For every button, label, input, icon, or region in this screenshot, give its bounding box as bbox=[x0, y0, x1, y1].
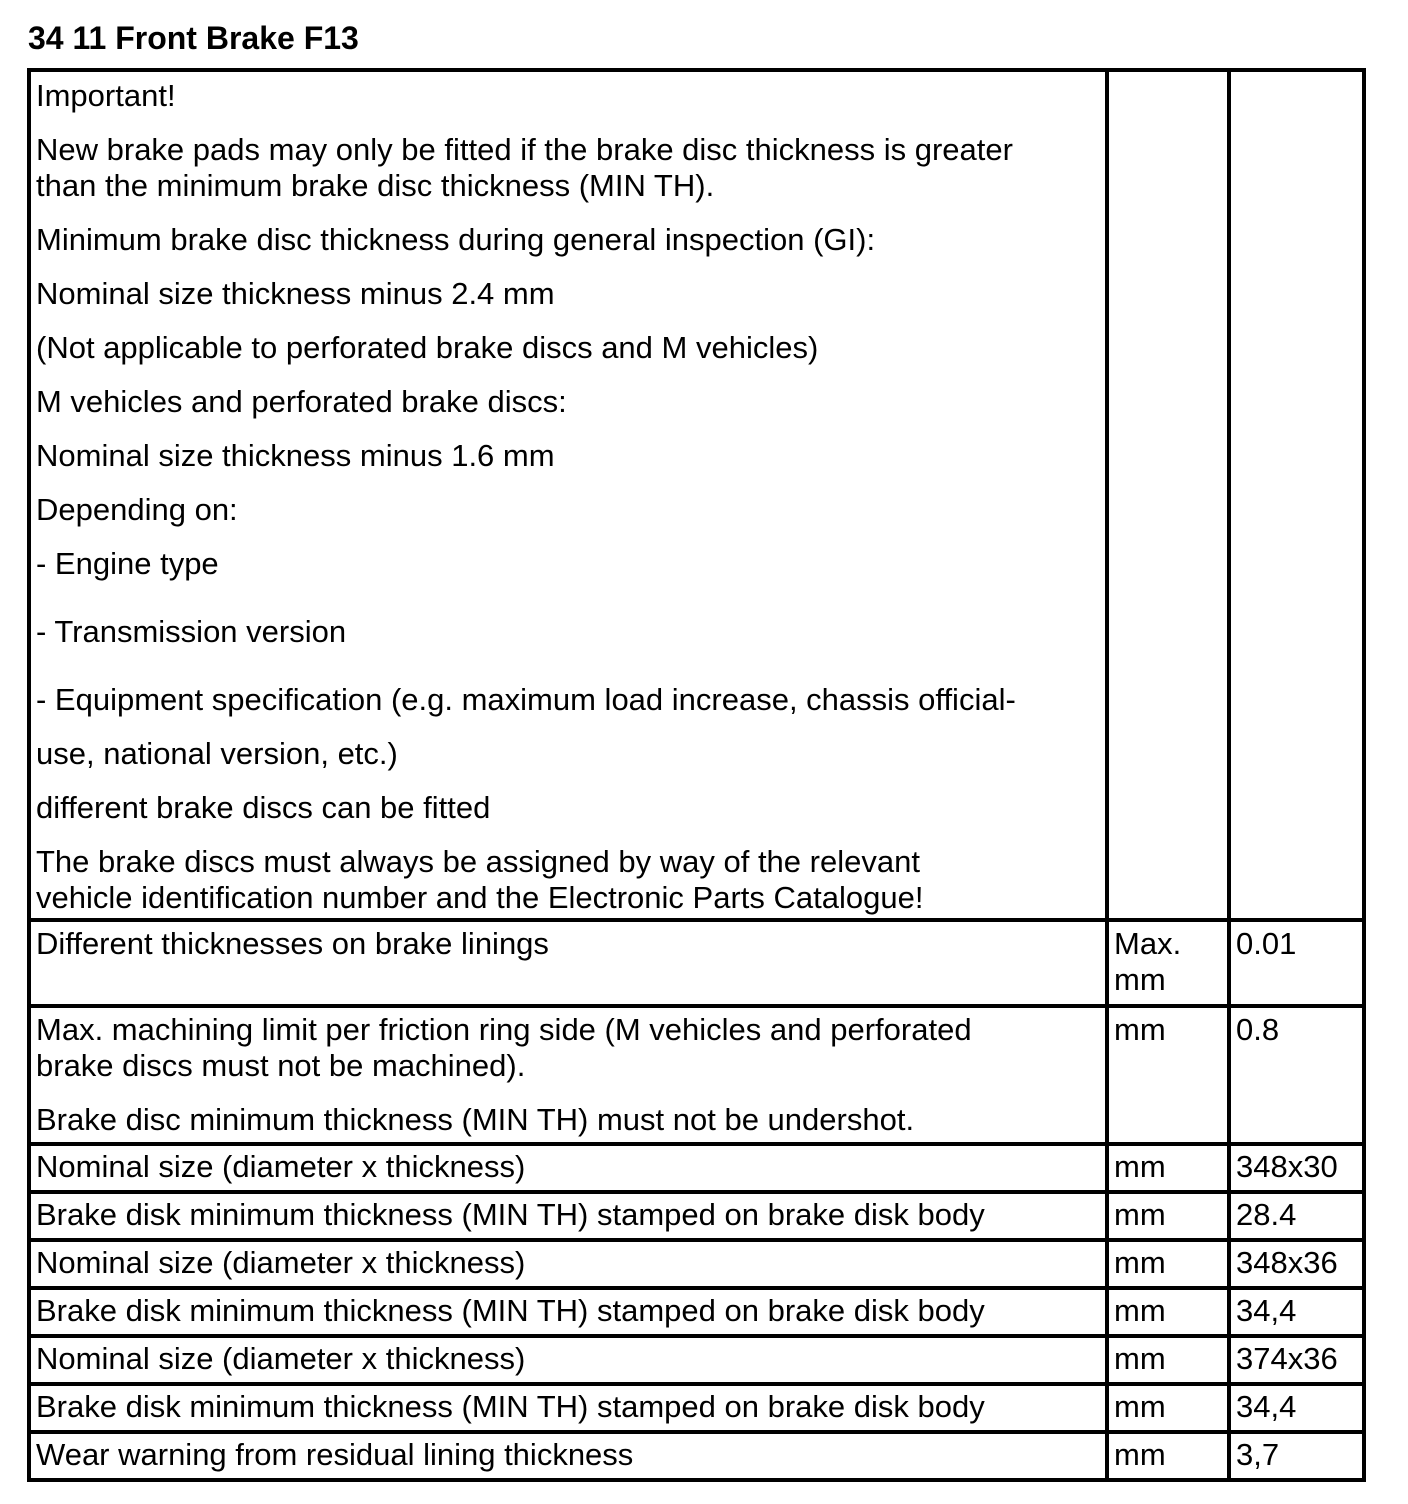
machining-line-2: brake discs must not be machined). bbox=[36, 1048, 526, 1083]
brake-spec-table bbox=[27, 68, 1366, 1482]
row-description bbox=[29, 1006, 1107, 1144]
table-row bbox=[29, 1240, 1364, 1288]
note-equipment-line-1: - Equipment specification (e.g. maximum load increase, chassis official- bbox=[36, 682, 1016, 717]
machining-line-1: Max. machining limit per friction ring side (M vehicles and perforated bbox=[36, 1012, 972, 1047]
table-row bbox=[29, 1288, 1364, 1336]
note-m-heading: M vehicles and perforated brake discs: bbox=[36, 384, 567, 419]
note-gi-value: Nominal size thickness minus 2.4 mm bbox=[36, 276, 555, 311]
row-description: Nominal size (diameter x thickness) bbox=[29, 1240, 1107, 1288]
note-assign-line-1: The brake discs must always be assigned by way of the relevant bbox=[36, 844, 920, 879]
note-equipment-line-2: use, national version, etc.) bbox=[36, 736, 398, 771]
row-value: 374x36 bbox=[1229, 1336, 1364, 1384]
notes-cell bbox=[29, 70, 1107, 920]
note-assign-line-2: vehicle identification number and the Electronic Parts Catalogue! bbox=[36, 880, 924, 915]
row-description: Nominal size (diameter x thickness) bbox=[29, 1144, 1107, 1192]
row-unit: mm bbox=[1107, 1192, 1229, 1240]
row-unit: mm bbox=[1107, 1240, 1229, 1288]
table-row bbox=[29, 1192, 1364, 1240]
table-row bbox=[29, 1384, 1364, 1432]
row-unit: mm bbox=[1107, 1432, 1229, 1480]
row-description: Brake disk minimum thickness (MIN TH) stamped on brake disk body bbox=[29, 1288, 1107, 1336]
note-important: Important! bbox=[36, 78, 176, 113]
row-unit: mm bbox=[1107, 1384, 1229, 1432]
row-description: Nominal size (diameter x thickness) bbox=[29, 1336, 1107, 1384]
note-depending-on: Depending on: bbox=[36, 492, 238, 527]
row-unit bbox=[1107, 920, 1229, 1006]
note-m-value: Nominal size thickness minus 1.6 mm bbox=[36, 438, 555, 473]
note-different-discs: different brake discs can be fitted bbox=[36, 790, 491, 825]
note-gi-exception: (Not applicable to perforated brake discs and M vehicles) bbox=[36, 330, 819, 365]
row-unit: mm bbox=[1107, 1006, 1229, 1144]
note-transmission: - Transmission version bbox=[36, 614, 347, 649]
row-value: 34,4 bbox=[1229, 1288, 1364, 1336]
row-value: 34,4 bbox=[1229, 1384, 1364, 1432]
table-row bbox=[29, 1006, 1364, 1144]
row-description: Brake disk minimum thickness (MIN TH) stamped on brake disk body bbox=[29, 1384, 1107, 1432]
row-unit: mm bbox=[1107, 1144, 1229, 1192]
note-gi-heading: Minimum brake disc thickness during general inspection (GI): bbox=[36, 222, 876, 257]
table-row bbox=[29, 1144, 1364, 1192]
row-unit-line-2: mm bbox=[1114, 962, 1166, 997]
note-pads-line-1: New brake pads may only be fitted if the brake disc thickness is greater bbox=[36, 132, 1013, 167]
table-row bbox=[29, 920, 1364, 1006]
row-value: 348x36 bbox=[1229, 1240, 1364, 1288]
note-pads-line-2: than the minimum brake disc thickness (MIN TH). bbox=[36, 168, 715, 203]
row-unit: mm bbox=[1107, 1288, 1229, 1336]
note-engine-type: - Engine type bbox=[36, 546, 219, 581]
notes-row bbox=[29, 70, 1364, 920]
table-row bbox=[29, 1432, 1364, 1480]
notes-value-cell bbox=[1229, 70, 1364, 920]
machining-line-3: Brake disc minimum thickness (MIN TH) must not be undershot. bbox=[36, 1102, 915, 1137]
notes-unit-cell bbox=[1107, 70, 1229, 920]
row-unit-line-1: Max. bbox=[1114, 926, 1182, 961]
row-value: 348x30 bbox=[1229, 1144, 1364, 1192]
row-description: Brake disk minimum thickness (MIN TH) stamped on brake disk body bbox=[29, 1192, 1107, 1240]
row-description: Different thicknesses on brake linings bbox=[29, 920, 1107, 1006]
row-value: 28.4 bbox=[1229, 1192, 1364, 1240]
row-description: Wear warning from residual lining thickness bbox=[29, 1432, 1107, 1480]
row-value: 0.01 bbox=[1229, 920, 1364, 1006]
row-unit: mm bbox=[1107, 1336, 1229, 1384]
row-value: 3,7 bbox=[1229, 1432, 1364, 1480]
document-title: 34 11 Front Brake F13 bbox=[28, 20, 359, 56]
row-value: 0.8 bbox=[1229, 1006, 1364, 1144]
table-row bbox=[29, 1336, 1364, 1384]
